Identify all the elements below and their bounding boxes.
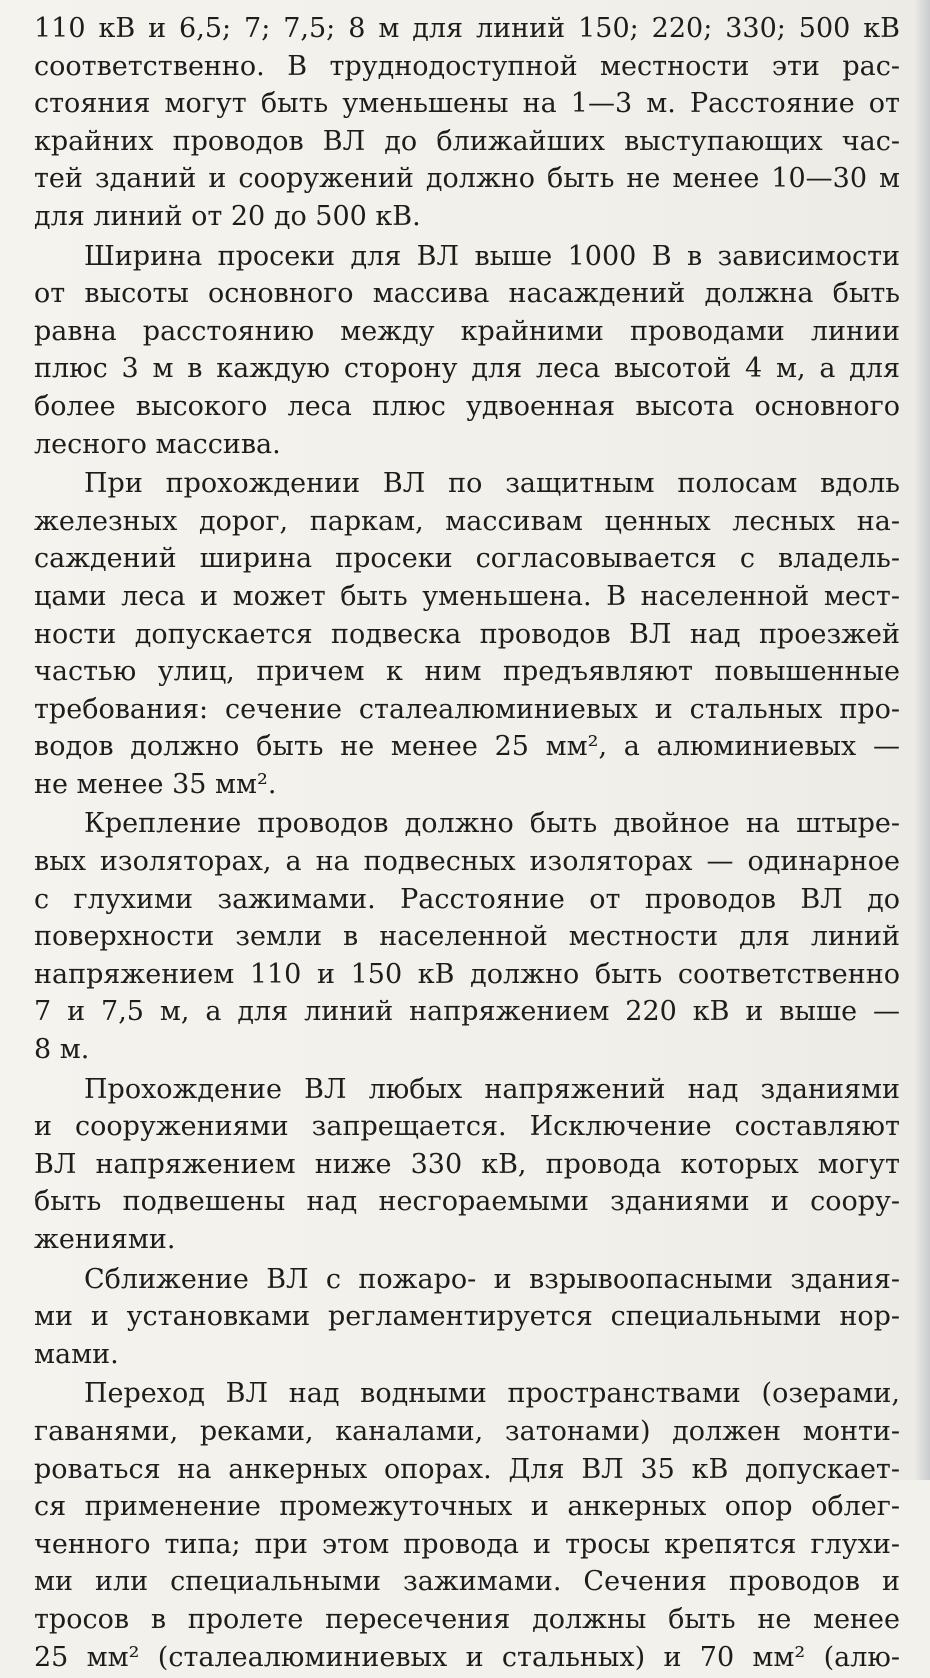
text-line: равна расстоянию между крайними проводами линии	[34, 315, 900, 347]
text-line: 25 мм² (сталеалюминиевых и стальных) и 70 мм² (алю-	[34, 1641, 900, 1673]
text-line: водов должно быть не менее 25 мм², а алюминиевых —	[34, 731, 900, 763]
text-line: лесного массива.	[34, 428, 281, 460]
text-line: цами леса и может быть уменьшена. В населенной мест-	[34, 580, 900, 612]
text-line: Прохождение ВЛ любых напряжений над зданиями	[84, 1073, 900, 1105]
text-line: ченного типа; при этом провода и тросы крепятся глухи-	[34, 1528, 900, 1560]
text-line: ми или специальными зажимами. Сечения проводов и	[34, 1566, 900, 1598]
text-line: ся применение промежуточных и анкерных опор облег-	[34, 1491, 900, 1523]
text-line: Сближение ВЛ с пожаро- и взрывоопасными здания-	[84, 1263, 900, 1295]
text-line: ности допускается подвеска проводов ВЛ над проезжей	[34, 618, 900, 650]
text-line: тросов в пролете пересечения должны быть не менее	[34, 1603, 900, 1635]
text-line: напряжением 110 и 150 кВ должно быть соответственно	[34, 958, 900, 990]
text-line: 7 и 7,5 м, а для линий напряжением 220 кВ и выше —	[34, 996, 900, 1028]
text-line: Крепление проводов должно быть двойное на штыре-	[84, 808, 900, 840]
paragraph-3	[34, 465, 900, 803]
text-line: стояния могут быть уменьшены на 1—3 м. Расстояние от	[34, 88, 900, 120]
text-line: не менее 35 мм².	[34, 768, 277, 800]
paragraph-2	[34, 238, 900, 464]
text-line: частью улиц, причем к ним предъявляют повышенные	[34, 656, 900, 688]
text-line: железных дорог, паркам, массивам ценных лесных на-	[34, 505, 900, 537]
text-line: поверхности земли в населенной местности для линий	[34, 921, 900, 953]
text-line: Ширина просеки для ВЛ выше 1000 В в зависимости	[84, 240, 900, 272]
text-line: соответственно. В труднодоступной местности эти рас-	[34, 50, 900, 82]
text-line: быть подвешены над несгораемыми зданиями и соору-	[34, 1186, 900, 1218]
text-line: гаванями, реками, каналами, затонами) должен монти-	[34, 1415, 900, 1447]
paragraph-5	[34, 1071, 900, 1259]
text-line: ми и установками регламентируется специальными нор-	[34, 1301, 900, 1333]
text-line: плюс 3 м в каждую сторону для леса высотой 4 м, а для	[34, 353, 900, 385]
text-line: саждений ширина просеки согласовывается с владель-	[34, 543, 900, 575]
page-edge-shadow	[914, 0, 930, 1480]
text-line: мами.	[34, 1338, 119, 1370]
text-line: и сооружениями запрещается. Исключение составляют	[34, 1111, 900, 1143]
text-line: жениями.	[34, 1224, 176, 1255]
body-text	[34, 10, 900, 1678]
text-line: более высокого леса плюс удвоенная высота основного	[34, 390, 900, 422]
text-line: вых изоляторах, а на подвесных изоляторах — одинарное	[34, 846, 900, 878]
text-line: 110 кВ и 6,5; 7; 7,5; 8 м для линий 150; 220; 330; 500 кВ	[34, 13, 900, 44]
text-line: тей зданий и сооружений должно быть не менее 10—30 м	[34, 163, 900, 195]
text-line: требования: сечение сталеалюминиевых и стальных про-	[34, 693, 900, 725]
text-line: 8 м.	[34, 1034, 90, 1066]
paragraph-7	[34, 1375, 900, 1676]
text-line: роваться на анкерных опорах. Для ВЛ 35 кВ допускает-	[34, 1453, 900, 1485]
text-line: ВЛ напряжением ниже 330 кВ, провода которых могут	[34, 1148, 900, 1180]
text-line: Переход ВЛ над водными пространствами (озерами,	[84, 1378, 900, 1410]
paragraph-6	[34, 1261, 900, 1374]
text-line: от высоты основного массива насаждений должна быть	[34, 278, 900, 310]
paragraph-4	[34, 805, 900, 1068]
paragraph-1	[34, 10, 900, 236]
text-line: крайних проводов ВЛ до ближайших выступающих час-	[34, 125, 900, 157]
text-line: для линий от 20 до 500 кВ.	[34, 200, 421, 232]
text-line: с глухими зажимами. Расстояние от проводов ВЛ до	[34, 883, 900, 915]
text-line: При прохождении ВЛ по защитным полосам вдоль	[84, 468, 900, 500]
